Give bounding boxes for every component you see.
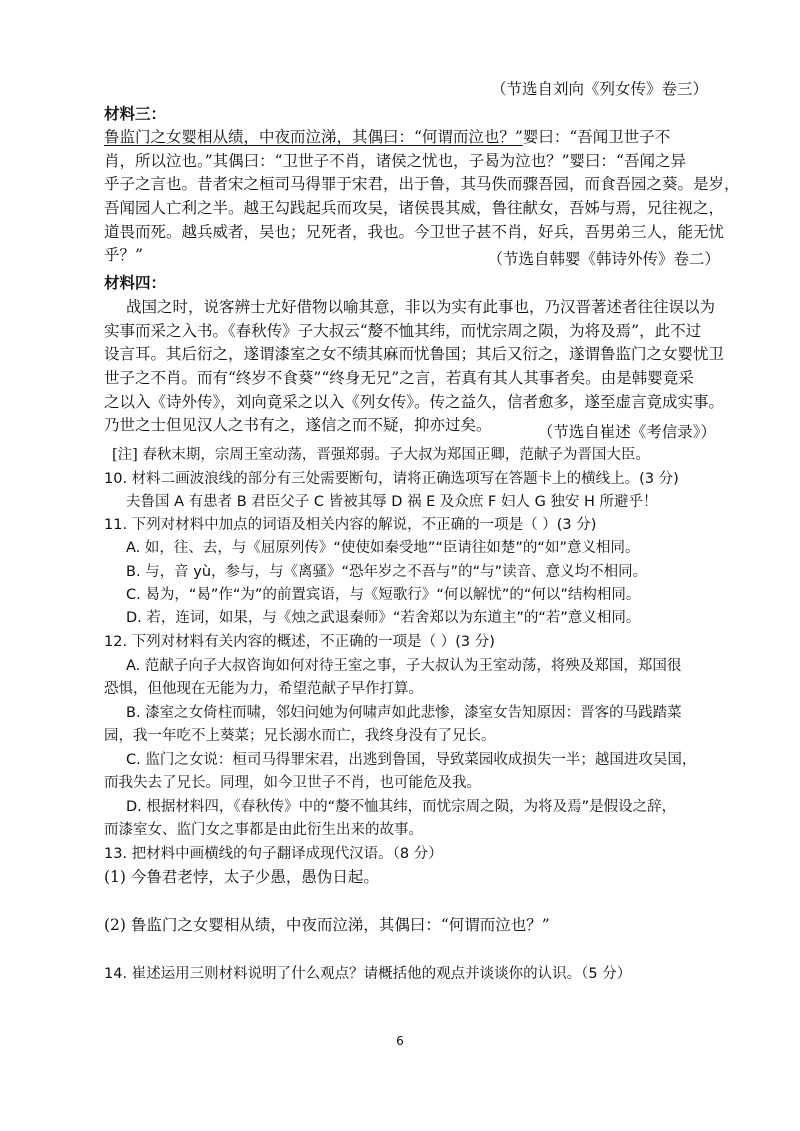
material-3-line-1-rest: 婴曰：“吾闻卫世子不 [522, 128, 671, 146]
material-3-heading: 材料三： [104, 105, 167, 123]
question-12-option-c-line-2: 而我失去了兄长。同理，如今卫世子不肖，也可能危及我。 [104, 775, 481, 791]
source-liu-xiang: （节选自刘向《列女传》卷三） [490, 80, 708, 98]
question-12-option-b-line-2: 园，我一年吃不上葵菜；兄长溺水而亡，我终身没有了兄长。 [104, 728, 496, 744]
material-3-line-1 [104, 126, 670, 148]
question-12-option-d-line-2: 而漆室女、监门女之事都是由此衍生出来的故事。 [104, 822, 423, 838]
material-4-line-4: 世子之不肖。而有“终岁不食葵”“终身无兄”之言，若真有其人其事者矣。由是韩婴竟采 [104, 369, 694, 387]
question-13-sentence-2: (2) 鲁监门之女婴相从绩，中夜而泣涕，其偶曰：“何谓而泣也？” [104, 916, 550, 934]
material-4-line-6: 乃世之士但见汉人之书有之，遂信之而不疑，抑亦过矣。 [104, 416, 492, 434]
page-number: 6 [396, 1034, 404, 1048]
question-11-option-d: D. 若，连词，如果，与《烛之武退秦师》“若舍郑以为东道主”的“若”意义相同。 [126, 610, 641, 626]
question-13-sentence-1: (1) 今鲁君老悖，太子少愚，愚伪日起。 [104, 868, 379, 886]
question-10-stem: 10. 材料二画波浪线的部分有三处需要断句，请将正确选项写在答题卡上的横线上。(3 分) [104, 471, 679, 487]
source-han-ying: （节选自韩婴《韩诗外传》卷二） [487, 250, 720, 268]
material-4-line-2: 实事而采之入书。《春秋传》子大叔云“嫠不恤其纬，而忧宗周之陨，为将及焉”，此不过 [104, 322, 702, 340]
material-4-line-5: 之以入《诗外传》，刘向竟采之以入《列女传》。传之益久，信者愈多，遂至虚言竟成实事。 [104, 393, 725, 411]
question-12-stem: 12. 下列对材料有关内容的概述，不正确的一项是（ ）(3 分) [104, 634, 495, 650]
question-12-option-a-line-2: 恐惧，但他现在无能为力，希望范献子早作打算。 [104, 681, 423, 697]
material-3-line-2: 肖，所以泣也。”其偶曰：“卫世子不肖，诸侯之忧也，子曷为泣也？”婴曰：“吾闻之异 [104, 152, 686, 170]
material-3-line-4: 吾闻园人亡利之半。越王勾践起兵而攻吴，诸侯畏其威，鲁往献女，吾姊与焉，兄往视之， [104, 199, 725, 217]
material-3-line-3: 乎子之言也。昔者宋之桓司马得罪于宋君，出于鲁，其马佚而骤吾园，而食吾园之葵。是岁， [104, 175, 740, 193]
question-13-stem: 13. 把材料中画横线的句子翻译成现代汉语。（8 分） [104, 846, 443, 862]
annotation-note: [注] 春秋末期，宗周王室动荡，晋强郑弱。子大叔为郑国正卿，范献子为晋国大臣。 [112, 447, 650, 463]
material-4-line-3: 设言耳。其后衍之，遂谓漆室之女不绩其麻而忧鲁国；其后又衍之，遂谓鲁监门之女婴忧卫 [104, 345, 725, 363]
question-12-option-c-line-1: C. 监门之女说：桓司马得罪宋君，出逃到鲁国，导致菜园收成损失一半；越国进攻吴国， [126, 752, 697, 768]
question-12-option-d-line-1: D. 根据材料四，《春秋传》中的“嫠不恤其纬，而忧宗周之陨，为将及焉”是假设之辞， [126, 799, 677, 815]
question-10-sentence: 夫鲁国 A 有患者 B 君臣父子 C 皆被其辱 D 祸 E 及众庶 F 妇人 G 独安 H 所避乎！ [126, 494, 658, 510]
question-14-stem: 14. 崔述运用三则材料说明了什么观点？请概括他的观点并谈谈你的认识。（5 分） [104, 966, 632, 982]
material-4-line-1: 战国之时，说客辨士尤好借物以喻其意，非以为实有此事也，乃汉晋著述者往往误以为 [126, 298, 716, 316]
question-12-option-a-line-1: A. 范献子向子大叔咨询如何对待王室之事，子大叔认为王室动荡，将殃及郑国，郑国很 [126, 658, 682, 674]
question-11-option-a: A. 如，往、去，与《屈原列传》“使使如秦受地”“臣请往如楚”的“如”意义相同。 [126, 540, 640, 556]
material-3-line-5: 道畏而死。越兵威者，吴也；兄死者，我也。今卫世子甚不肖，好兵，吾男弟三人，能无忧 [104, 223, 725, 241]
question-11-stem: 11. 下列对材料中加点的词语及相关内容的解说，不正确的一项是（ ）(3 分) [104, 517, 597, 533]
material-4-heading: 材料四： [104, 274, 167, 292]
question-11-option-c: C. 曷为，“曷”作“为”的前置宾语，与《短歌行》“何以解忧”的“何以”结构相同。 [126, 587, 641, 603]
question-11-option-b: B. 与，音 yù，参与，与《离骚》“恐年岁之不吾与”的“与”读音、意义均不相同。 [126, 564, 648, 580]
source-cui-shu: （节选自崔述《考信录》） [537, 423, 716, 441]
question-12-option-b-line-1: B. 漆室之女倚柱而啸，邻妇问她为何啸声如此悲惨，漆室女告知原因：晋客的马践踏菜 [126, 705, 682, 721]
material-3-underlined-sentence: 鲁监门之女婴相从绩，中夜而泣涕，其偶曰：“何谓而泣也？” [104, 128, 523, 146]
material-3-line-6: 乎？” [104, 246, 143, 264]
